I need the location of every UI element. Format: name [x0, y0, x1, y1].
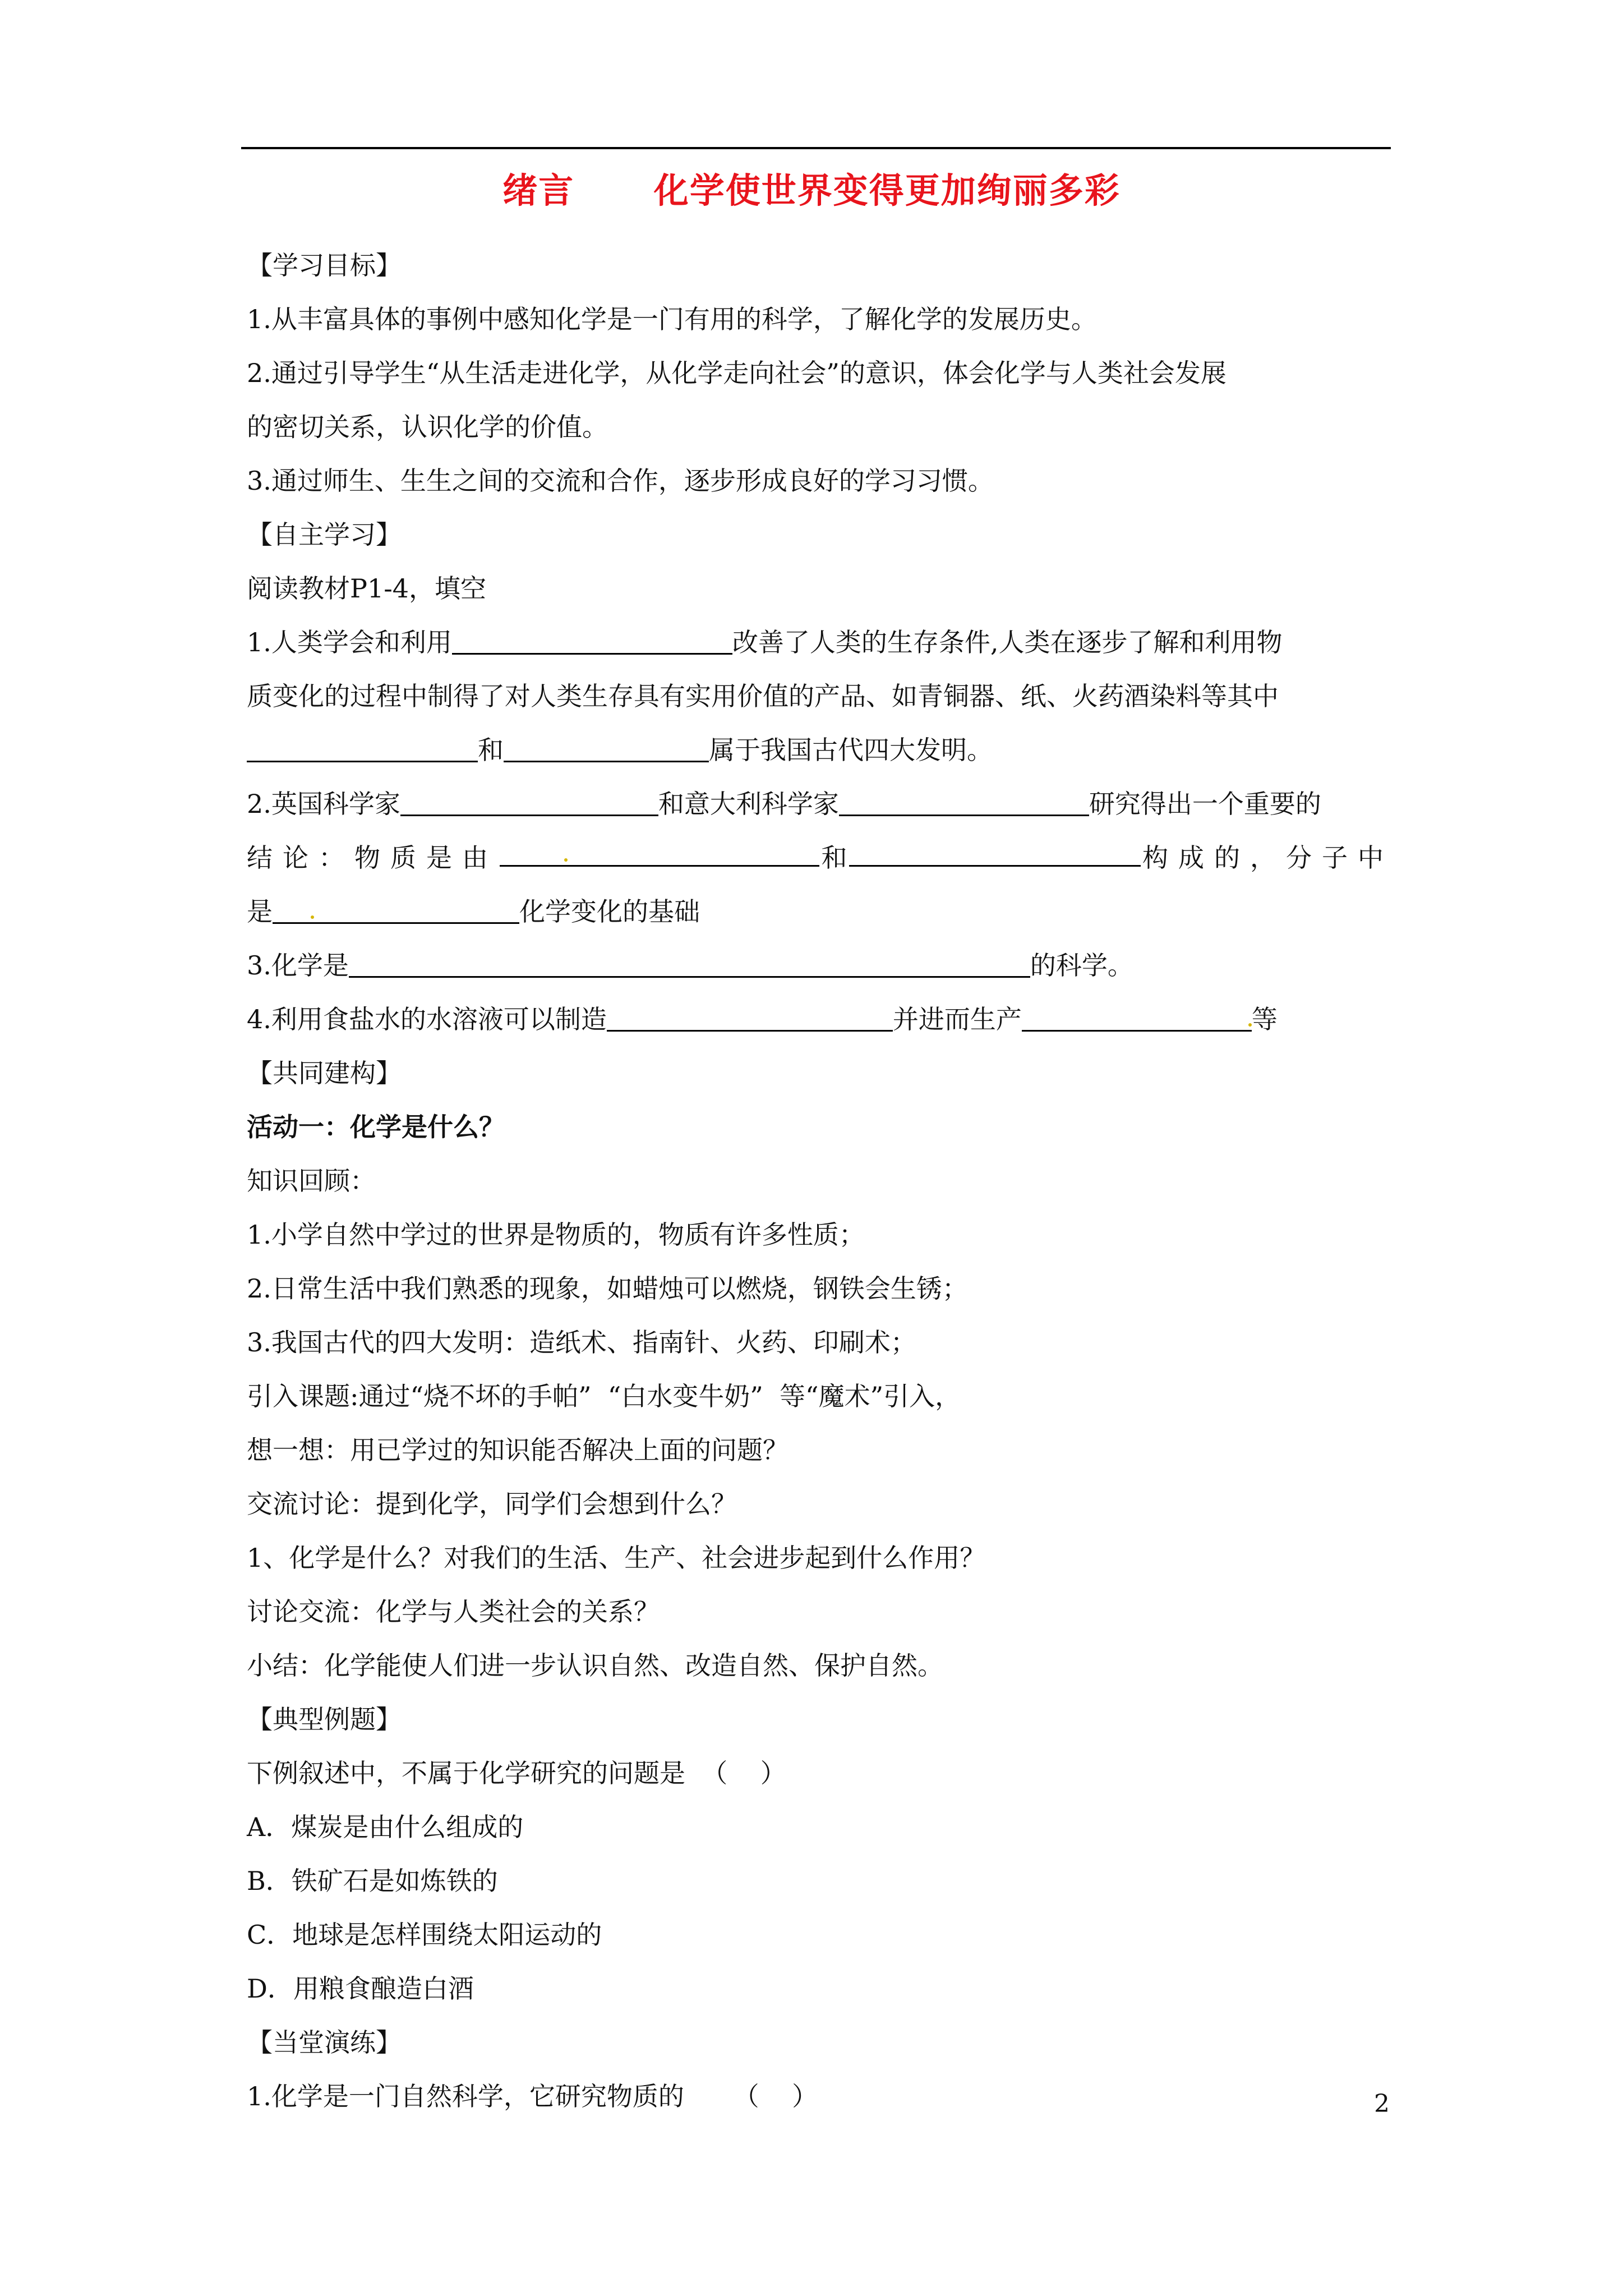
text-segment: 2.英国科学家	[247, 789, 400, 819]
reading-instruction: 阅读教材P1-4，填空	[247, 573, 487, 604]
section-heading-self-study: 【自主学习】	[247, 519, 402, 550]
text-segment: 1.人类学会和利用	[247, 627, 452, 657]
question-1-line-2: 质变化的过程中制得了对人类生存具有实用价值的产品、如青铜器、纸、火药酒染料等其中	[247, 681, 1279, 711]
text-segment: 的科学。	[1030, 950, 1133, 981]
text-segment: 3.化学是	[247, 950, 349, 981]
review-item-1: 1.小学自然中学过的世界是物质的，物质有许多性质；	[247, 1220, 865, 1250]
page-number: 2	[1374, 2090, 1390, 2118]
section-heading-goals: 【学习目标】	[247, 250, 402, 280]
header-rule	[241, 147, 1391, 149]
yellow-mark	[564, 858, 568, 862]
fill-blank[interactable]	[839, 784, 1089, 816]
goal-1: 1.从丰富具体的事例中感知化学是一门有用的科学，了解化学的发展历史。	[247, 304, 1097, 334]
text-segment: 属于我国古代四大发明。	[709, 735, 993, 765]
question-4	[247, 992, 1394, 1046]
text-segment: 4.利用食盐水的水溶液可以制造	[247, 1004, 607, 1034]
text-segment: 结论：物质是由	[247, 843, 498, 873]
intro-topic: 引入课题:通过“烧不坏的手帕” “白水变牛奶” 等“魔术”引入，	[247, 1381, 961, 1411]
review-item-2: 2.日常生活中我们熟悉的现象，如蜡烛可以燃烧，钢铁会生锈；	[247, 1273, 968, 1304]
think-question: 想一想：用已学过的知识能否解决上面的问题？	[247, 1435, 789, 1465]
goal-3: 3.通过师生、生生之间的交流和合作，逐步形成良好的学习习惯。	[247, 466, 994, 496]
discussion-item-2: 讨论交流：化学与人类社会的关系？	[247, 1596, 660, 1627]
question-2-line-1	[247, 777, 1394, 831]
practice-question-1: 1.化学是一门自然科学，它研究物质的 （ ）	[247, 2081, 818, 2111]
fill-blank[interactable]	[849, 835, 1141, 867]
fill-blank[interactable]	[500, 835, 819, 867]
discussion-prompt: 交流讨论：提到化学，同学们会想到什么？	[247, 1489, 737, 1519]
option-c: C．地球是怎样围绕太阳运动的	[247, 1920, 602, 1950]
section-heading-build: 【共同建构】	[247, 1058, 402, 1088]
fill-blank[interactable]	[247, 730, 478, 762]
question-1-line-1	[247, 615, 1394, 669]
text-segment: 和	[821, 843, 847, 873]
option-b: B．铁矿石是如炼铁的	[247, 1866, 498, 1896]
text-segment: 和	[478, 735, 504, 765]
page-title: 绪言 化学使世界变得更加绚丽多彩	[502, 170, 1121, 211]
text-segment: 等	[1251, 1004, 1278, 1034]
question-2-line-3	[247, 885, 1394, 938]
yellow-mark	[311, 915, 314, 919]
document-body	[247, 238, 1394, 2123]
example-question: 下例叙述中，不属于化学研究的问题是 （ ）	[247, 1758, 786, 1788]
question-3	[247, 938, 1394, 992]
discussion-item-1: 1、化学是什么？对我们的生活、生产、社会进步起到什么作用？	[247, 1543, 986, 1573]
fill-blank[interactable]	[504, 730, 709, 762]
goal-2-line-1: 2.通过引导学生“从生活走进化学，从化学走向社会”的意识，体会化学与人类社会发展	[247, 358, 1227, 388]
review-item-3: 3.我国古代的四大发明：造纸术、指南针、火药、印刷术；	[247, 1327, 916, 1358]
goal-2-line-2: 的密切关系，认识化学的价值。	[247, 412, 608, 442]
activity-1-heading: 活动一：化学是什么？	[247, 1112, 505, 1142]
option-d: D．用粮食酿造白酒	[247, 1973, 474, 2004]
fill-blank[interactable]	[273, 892, 519, 924]
text-segment: 化学变化的基础	[519, 896, 700, 927]
fill-blank[interactable]	[452, 623, 732, 655]
text-segment: 构成的，分子中	[1142, 843, 1394, 873]
knowledge-review: 知识回顾：	[247, 1166, 376, 1196]
section-heading-practice: 【当堂演练】	[247, 2027, 402, 2058]
fill-blank[interactable]	[349, 946, 1030, 978]
section-heading-example: 【典型例题】	[247, 1704, 402, 1734]
text-segment: 改善了人类的生存条件,人类在逐步了解和利用物	[732, 627, 1283, 657]
yellow-mark	[1248, 1023, 1252, 1027]
fill-blank[interactable]	[1022, 1000, 1252, 1032]
option-a: A．煤炭是由什么组成的	[247, 1812, 524, 1842]
question-1-line-3	[247, 723, 1394, 777]
text-segment: 并进而生产	[892, 1004, 1022, 1034]
question-2-line-2	[247, 831, 1394, 885]
summary: 小结：化学能使人们进一步认识自然、改造自然、保护自然。	[247, 1650, 943, 1681]
fill-blank[interactable]	[607, 1000, 893, 1032]
fill-blank[interactable]	[400, 784, 658, 816]
text-segment: 是	[247, 896, 273, 927]
text-segment: 和意大利科学家	[658, 789, 839, 819]
text-segment: 研究得出一个重要的	[1089, 789, 1321, 819]
